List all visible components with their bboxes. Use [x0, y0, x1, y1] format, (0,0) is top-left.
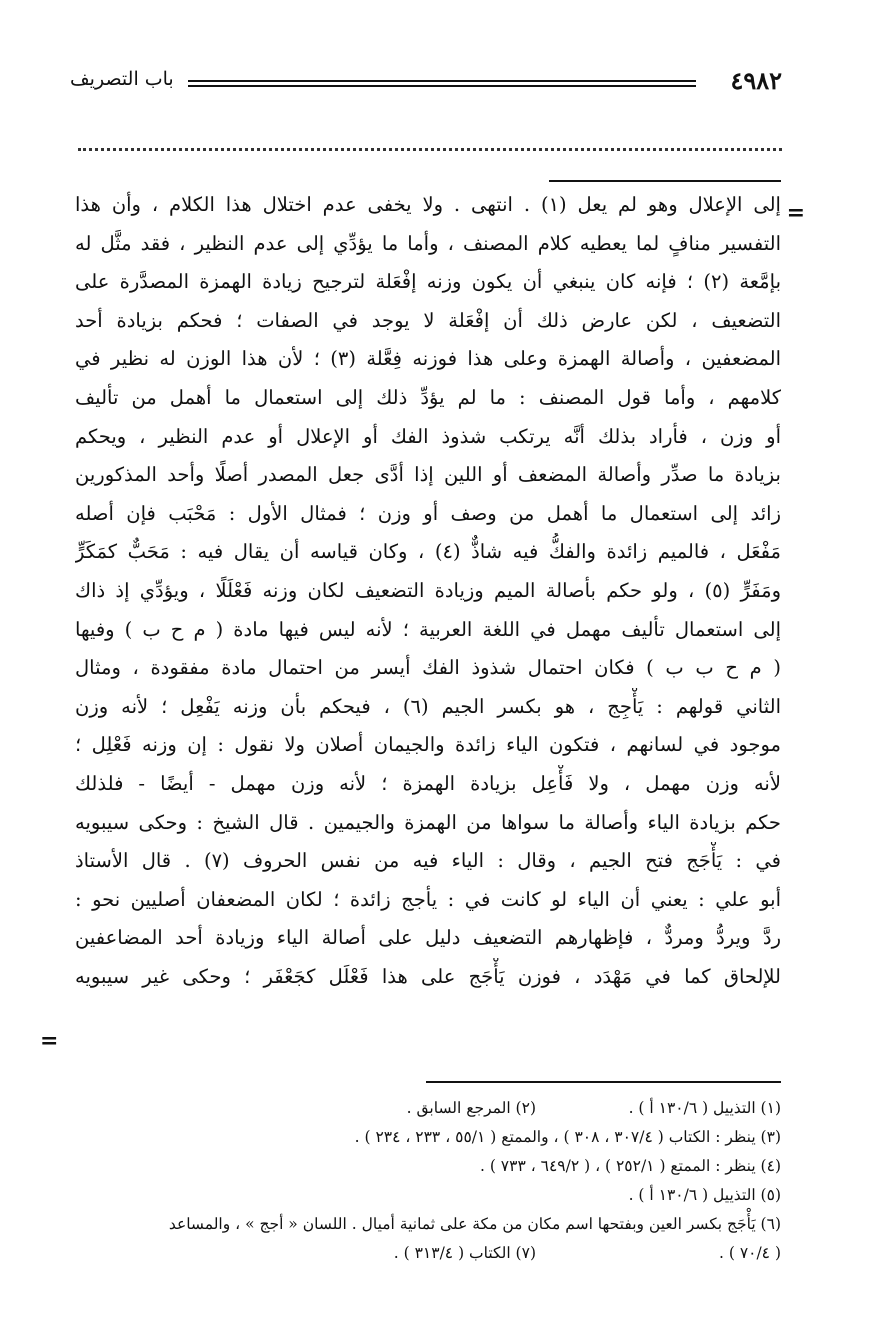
footnote-row: [75, 1181, 781, 1210]
footnote: (١) التذييل ( ١٣٠/٦ أ ) .: [628, 1099, 781, 1117]
footnote-row: [75, 1094, 781, 1123]
footnote: (٣) ينظر : الكتاب ( ٣٠٧/٤ ، ٣٠٨ ) ، والممتع ( ٥٥/١ ، ٢٣٣ ، ٢٣٤ ) .: [354, 1128, 781, 1146]
body-line: الثاني قولهم : يَأْجِج ، هو بكسر الجيم (٦) ، فيحكم بأن وزنه يَفْعِل ؛ لأنه وزن: [75, 694, 781, 718]
body-line: التضعيف ، لكن عارض ذلك أن إفْعَلة لا يوجد في الصفات ؛ فحكم بزيادة أحد: [75, 308, 781, 332]
body-line: إلى استعمال تأليف مهمل في اللغة العربية ؛ لأنه ليس فيها مادة ( م ح ب ) وفيها: [75, 617, 781, 641]
footnote: ( ٧٠/٤ ) .: [718, 1244, 781, 1262]
body-line: كلامهم ، وأما قول المصنف : ما لم يؤدِّ ذلك إلى استعمال ما أهمل من تأليف: [75, 385, 781, 409]
footnote: (٥) التذييل ( ١٣٠/٦ أ ) .: [628, 1186, 781, 1204]
footnote: (٧) الكتاب ( ٣١٣/٤ ) .: [393, 1244, 536, 1262]
footnote-row: [75, 1123, 781, 1152]
body-line: زائد إلى استعمال ما أهمل من وصف أو وزن ؛ فمثال الأول : مَحْبَب فإن أصله: [75, 501, 781, 525]
footnote-rule: [426, 1081, 781, 1083]
footnote: (٤) ينظر : الممتع ( ٢٥٢/١ ) ، ( ٦٤٩/٢ ، ٧٣٣ ) .: [479, 1157, 781, 1175]
body-line: في : يَأْجَج فتح الجيم ، وقال : الياء فيه من نفس الحروف (٧) . قال الأستاذ: [75, 849, 781, 873]
body-line: ومَفَرٍّ (٥) ، ولو حكم بأصالة الميم وزيادة التضعيف لكان وزنه فَعْلَلًا ، ويؤدِّي إذ ذاك: [75, 578, 781, 602]
body-line: مَفْعَل ، فالميم زائدة والفكُّ فيه شاذٌّ (٤) ، وكان قياسه أن يقال فيه : مَحَبٌّ كمَكَرٍّ: [75, 540, 781, 564]
body-line: ( م ح ب ب ) فكان احتمال شذوذ الفك أيسر من احتمال مادة مفقودة ، ومثال: [75, 656, 781, 680]
body-line: المضعفين ، وأصالة الهمزة وعلى هذا فوزنه فِعَّلة (٣) ؛ لأن هذا الوزن له نظير في: [75, 347, 781, 371]
chapter-title: باب التصريف: [70, 68, 174, 90]
page-number: ٤٩٨٢: [730, 66, 782, 95]
header-double-rule: [188, 80, 696, 87]
body-line: أو وزن ، فأراد بذلك أنَّه يرتكب شذوذ الفك أو الإعلال أو عدم النظير ، ويحكم: [75, 424, 781, 448]
body-line: حكم بزيادة الياء وأصالة ما سواها من الهمزة والجيمين . قال الشيخ : وحكى سيبويه: [75, 810, 781, 834]
body-line: إلى الإعلال وهو لم يعل (١) . انتهى . ولا يخفى عدم اختلال هذا الكلام ، وأن هذا: [75, 193, 781, 216]
footnote-row: [75, 1152, 781, 1181]
body-line: لأنه وزن مهمل ، ولا فَأْعِل بزيادة الهمزة ؛ لأنه وزن مهمل - أيضًا - فلذلك: [75, 771, 781, 795]
footnote: (٦) يَأْجَج بكسر العين وبفتحها اسم مكان من مكة على ثمانية أميال . اللسان « أجج » ، والمساعد: [168, 1215, 781, 1233]
body-line: بزيادة ما صدِّر وأصالة المضعف أو اللين إذا أدَّى جعل المصدر أصلًا وأحد المذكورين: [75, 463, 781, 487]
body-line: موجود في لسانهم ، فتكون الياء زائدة والجيمان أصلان ولا نقول : إن وزنه فَعْلِل ؛: [75, 733, 781, 757]
footnote-row: [75, 1239, 781, 1268]
body-line: التفسير منافٍ لما يعطيه كلام المصنف ، وأما ما يؤدِّي إلى عدم النظير ، فقد مثَّل له: [75, 231, 781, 255]
continuation-mark-top: =: [786, 200, 805, 226]
page-header: [70, 66, 782, 106]
footnotes: [75, 1094, 781, 1268]
dotted-separator: [78, 148, 782, 151]
body-top-rule: [549, 180, 781, 182]
body-line: بإمَّعة (٢) ؛ فإنه كان ينبغي أن يكون وزنه إفْعَلة لترجيح زيادة الهمزة المصدَّرة على: [75, 270, 781, 294]
footnote: (٢) المرجع السابق .: [406, 1099, 536, 1117]
body-line: للإلحاق كما في مَهْدَد ، فوزن يَأْجَج على هذا فَعْلَل كجَعْفَر ؛ وحكى غير سيبويه: [75, 964, 781, 988]
footnote-row: [75, 1210, 781, 1239]
body-text: [75, 186, 781, 996]
continuation-mark-bottom: =: [40, 1028, 59, 1054]
body-line: ردَّ ويردُّ ومردٌّ ، فإظهارهم التضعيف دليل على أصالة الياء وزيادة أحد المضاعفين: [75, 926, 781, 950]
body-line: أبو علي : يعني أن الياء لو كانت في : يأجج زائدة ؛ لكان المضعفان أصليين نحو :: [75, 887, 781, 911]
